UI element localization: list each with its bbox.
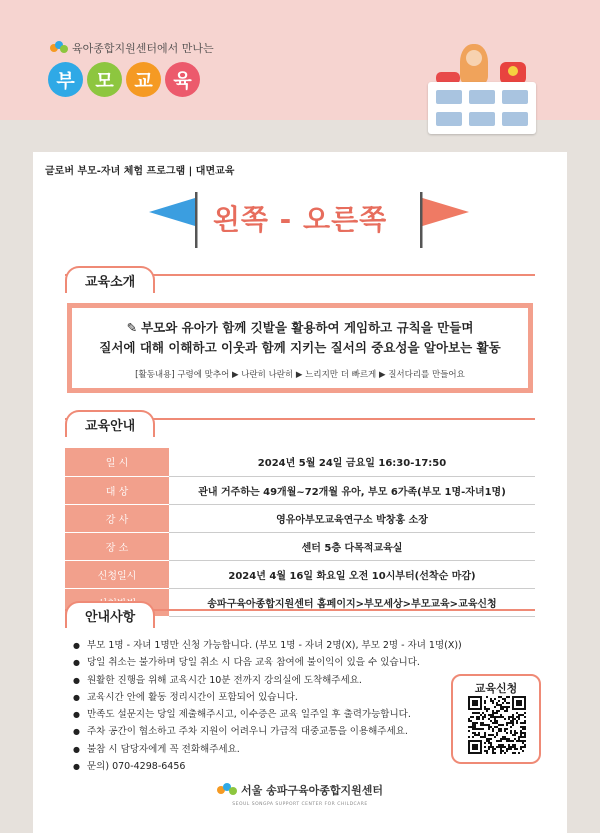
footer-english-name: SEOUL SONGPA SUPPORT CENTER FOR CHILDCARE [232, 802, 368, 807]
pencil-icon: ✎ [126, 320, 138, 335]
intro-line-2: 질서에 대해 이해하고 이웃과 함께 지키는 질서의 중요성을 알아보는 활동 [99, 340, 501, 355]
flyer-paper [33, 152, 567, 833]
list-item: ● 불참 시 담당자에게 꼭 전화해주세요. [73, 741, 453, 758]
center-logo-icon [50, 41, 68, 55]
intro-line-1: 부모와 유아가 함께 깃발을 활용하여 게임하고 규칙을 만들며 [141, 320, 474, 335]
intro-heading: 교육소개 [65, 266, 155, 293]
center-logo-icon [217, 783, 237, 797]
intro-box [67, 303, 533, 393]
doll-face-icon [466, 50, 482, 66]
info-label: 장 소 [65, 532, 169, 560]
list-item: ● 당일 취소는 불가하며 당일 취소 시 다음 교육 참여에 불이익이 있을 수 있습니다. [73, 654, 453, 671]
badge-char: 육 [165, 62, 200, 97]
header-subtitle: 육아종합지원센터에서 만나는 [72, 42, 214, 55]
table-row [65, 476, 535, 504]
footer-center-name: 서울 송파구육아종합지원센터 [241, 784, 383, 797]
info-value: 2024년 4월 16일 화요일 오전 10시부터(선착순 마감) [169, 560, 535, 588]
list-item: ● 교육시간 안에 활동 정리시간이 포함되어 있습니다. [73, 689, 453, 706]
table-row [65, 560, 535, 588]
phone-dial-icon [508, 66, 518, 76]
qr-label: 교육신청 [474, 682, 518, 695]
info-value: 관내 거주하는 49개월~72개월 유아, 부모 6가족(부모 1명-자녀1명) [169, 476, 535, 504]
badge-char: 모 [87, 62, 122, 97]
info-table [65, 448, 535, 617]
info-value: 영유아부모교육연구소 박창홍 소장 [169, 504, 535, 532]
info-section-header [65, 410, 535, 436]
header-banner [0, 0, 600, 120]
list-item: ● 문의) 070-4298-6456 [73, 758, 453, 775]
qr-signup-box[interactable] [451, 674, 541, 764]
list-item: ● 주차 공간이 협소하고 주차 지원이 어려우니 가급적 대중교통을 이용해주세요. [73, 723, 453, 740]
list-item: ● 원활한 진행을 위해 교육시간 10분 전까지 강의실에 도착해주세요. [73, 672, 453, 689]
program-title: 왼쪽 - 오른쪽 [212, 203, 388, 236]
list-item: ● 만족도 설문지는 당일 제출해주시고, 이수증은 교육 일주일 후 출력가능합니다. [73, 706, 453, 723]
table-row [65, 448, 535, 476]
red-flag-icon [417, 192, 471, 248]
title-area [33, 188, 567, 248]
info-value: 센터 5층 다목적교육실 [169, 532, 535, 560]
program-label: 글로버 부모-자녀 체험 프로그램 | 대면교육 [45, 166, 235, 177]
badge-char: 부 [48, 62, 83, 97]
header-subtitle-row [50, 40, 214, 56]
parent-education-badges [48, 62, 200, 97]
table-row [65, 504, 535, 532]
footer [33, 782, 567, 807]
info-heading: 교육안내 [65, 410, 155, 437]
list-item: ● 부모 1명 - 자녀 1명만 신청 가능합니다. (부모 1명 - 자녀 2명(X), 부모 2명 - 자녀 1명(X)) [73, 637, 453, 654]
info-label: 대 상 [65, 476, 169, 504]
info-value: 송파구육아종합지원센터 홈페이지>부모세상>부모교육>교육신청 [169, 588, 535, 616]
intro-activity: [활동내용] 구령에 맞추어 ▶ 나란히 나란히 ▶ 느리지만 더 빠르게 ▶ 질서다리를 만들어요 [135, 370, 465, 380]
info-label: 강 사 [65, 504, 169, 532]
notes-section-header [65, 601, 535, 627]
toy-shelf-icon [428, 82, 536, 134]
table-row [65, 532, 535, 560]
intro-section-header [65, 266, 535, 292]
info-value: 2024년 5월 24일 금요일 16:30-17:50 [169, 448, 535, 476]
notes-list [73, 637, 462, 775]
qr-code-icon[interactable] [468, 696, 526, 754]
info-label: 일 시 [65, 448, 169, 476]
notes-heading: 안내사항 [65, 601, 155, 628]
badge-char: 교 [126, 62, 161, 97]
info-label: 신청일시 [65, 560, 169, 588]
